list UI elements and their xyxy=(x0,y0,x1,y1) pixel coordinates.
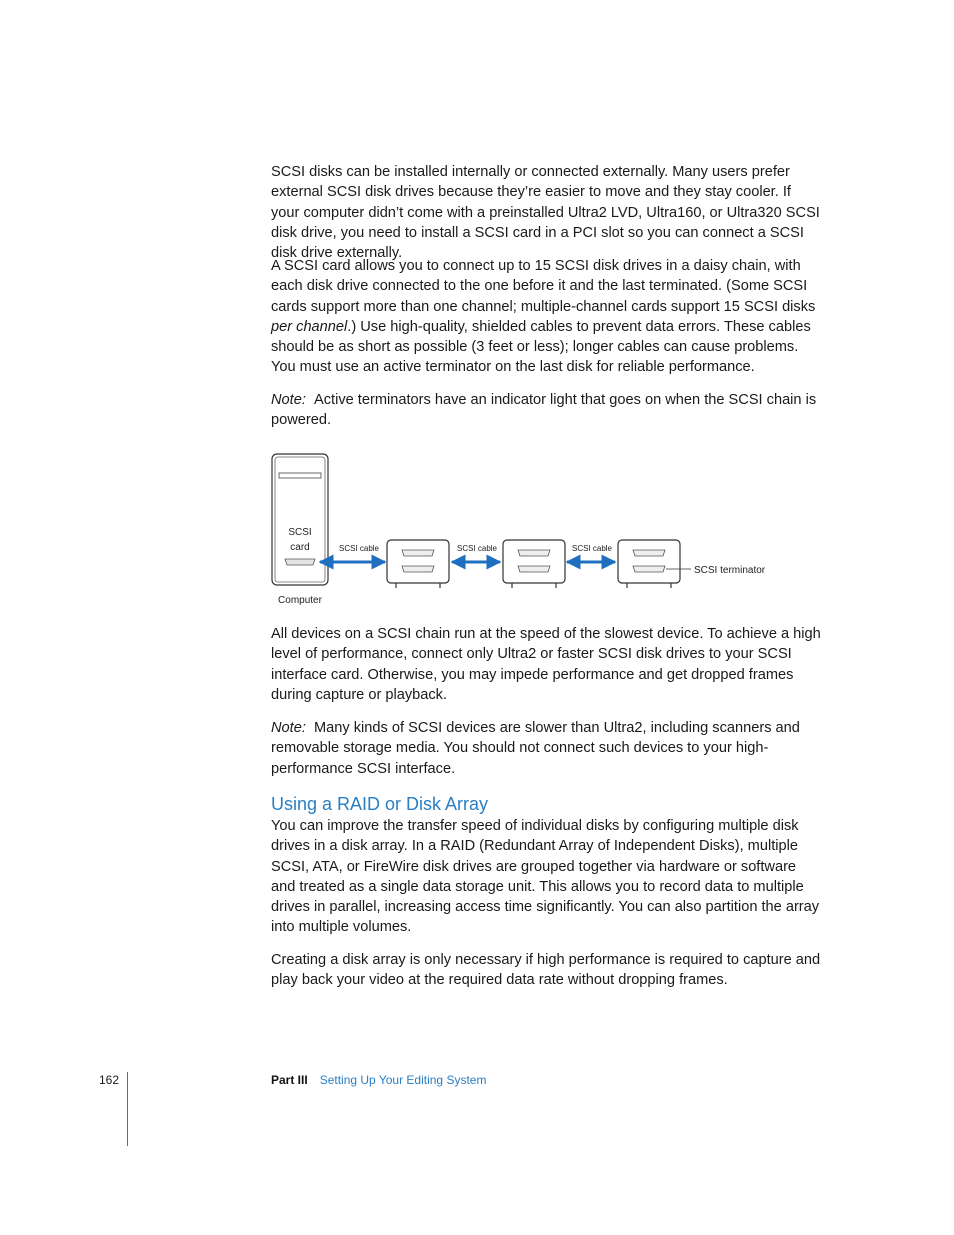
paragraph-scsi-card xyxy=(271,256,823,378)
cable-label-3: SCSI cable xyxy=(571,544,613,553)
note-active-terminators xyxy=(271,390,823,431)
page-number: 162 xyxy=(99,1073,120,1087)
card-label-2: card xyxy=(290,542,310,553)
footer-part xyxy=(271,1073,486,1087)
note-body: Active terminators have an indicator light that goes on when the SCSI chain is powered. xyxy=(271,392,817,429)
cable-label-1: SCSI cable xyxy=(338,544,380,553)
paragraph-text xyxy=(271,256,823,378)
section-heading: Using a RAID or Disk Array xyxy=(271,794,489,814)
note-slow-devices xyxy=(271,718,823,779)
footer-divider xyxy=(127,1072,128,1146)
paragraph-raid xyxy=(271,816,823,938)
scsi-disk-1 xyxy=(387,540,449,588)
paragraph-text-a: A SCSI card allows you to connect up to 15 SCSI disk drives in a daisy chain, with each disk drive connected to the one before it and the last terminated. (Some SCSI cards support more than one channel; multiple-channel cards support 15 SCSI disks xyxy=(271,258,816,315)
card-label-1: SCSI xyxy=(288,527,312,538)
computer-tower xyxy=(272,454,328,585)
paragraph-emphasis: per channel xyxy=(271,318,348,335)
paragraph-scsi-install xyxy=(271,162,823,263)
footer-section-title: Setting Up Your Editing System xyxy=(319,1073,487,1087)
computer-label: Computer xyxy=(278,595,322,606)
footer-part-label: Part III xyxy=(271,1073,308,1087)
note-text xyxy=(271,390,823,431)
paragraph-text: Creating a disk array is only necessary if high performance is required to capture and play back your video at the required data rate without dropping frames. xyxy=(271,952,821,989)
scsi-disk-2 xyxy=(503,540,565,588)
note-text xyxy=(271,718,823,779)
note-label: Note: xyxy=(271,720,306,736)
paragraph-chain-speed xyxy=(271,624,823,705)
paragraph-text: All devices on a SCSI chain run at the speed of the slowest device. To achieve a high level of performance, connect only Ultra2 or faster SCSI disk drives to your SCSI interface card. Otherwise, you may impede performance and get dropped frames during capture or playback. xyxy=(271,626,821,703)
terminator-label: SCSI terminator xyxy=(694,565,766,576)
scsi-chain-diagram xyxy=(262,446,782,612)
scsi-disk-3 xyxy=(618,540,680,588)
paragraph-text: SCSI disks can be installed internally or connected externally. Many users prefer external SCSI disk drives because they’re easier to move and they stay cooler. If your computer didn’t come with a preinstalled Ultra2 LVD, Ultra160, or Ultra320 SCSI disk drive, you need to install a SCSI card in a PCI slot so you can connect a SCSI disk drive externally. xyxy=(271,164,820,262)
cable-label-2: SCSI cable xyxy=(456,544,498,553)
paragraph-text: You can improve the transfer speed of individual disks by configuring multiple disk drives in a disk array. In a RAID (Redundant Array of Independent Disks), multiple SCSI, ATA, or FireWire disk drives are grouped together via hardware or software and treated as a single data storage unit. This allows you to record data to multiple drives in parallel, increasing access time significantly. You can also partition the array into multiple volumes. xyxy=(271,818,820,936)
paragraph-text-b: .) Use high-quality, shielded cables to prevent data errors. These cables should be as short as possible (3 feet or less); longer cables can cause problems. You must use an active terminator on the last disk for reliable performance. xyxy=(271,318,811,376)
note-label: Note: xyxy=(271,392,306,408)
paragraph-disk-array xyxy=(271,950,823,991)
note-body: Many kinds of SCSI devices are slower than Ultra2, including scanners and removable storage media. You should not connect such devices to your high-performance SCSI interface. xyxy=(271,720,800,777)
